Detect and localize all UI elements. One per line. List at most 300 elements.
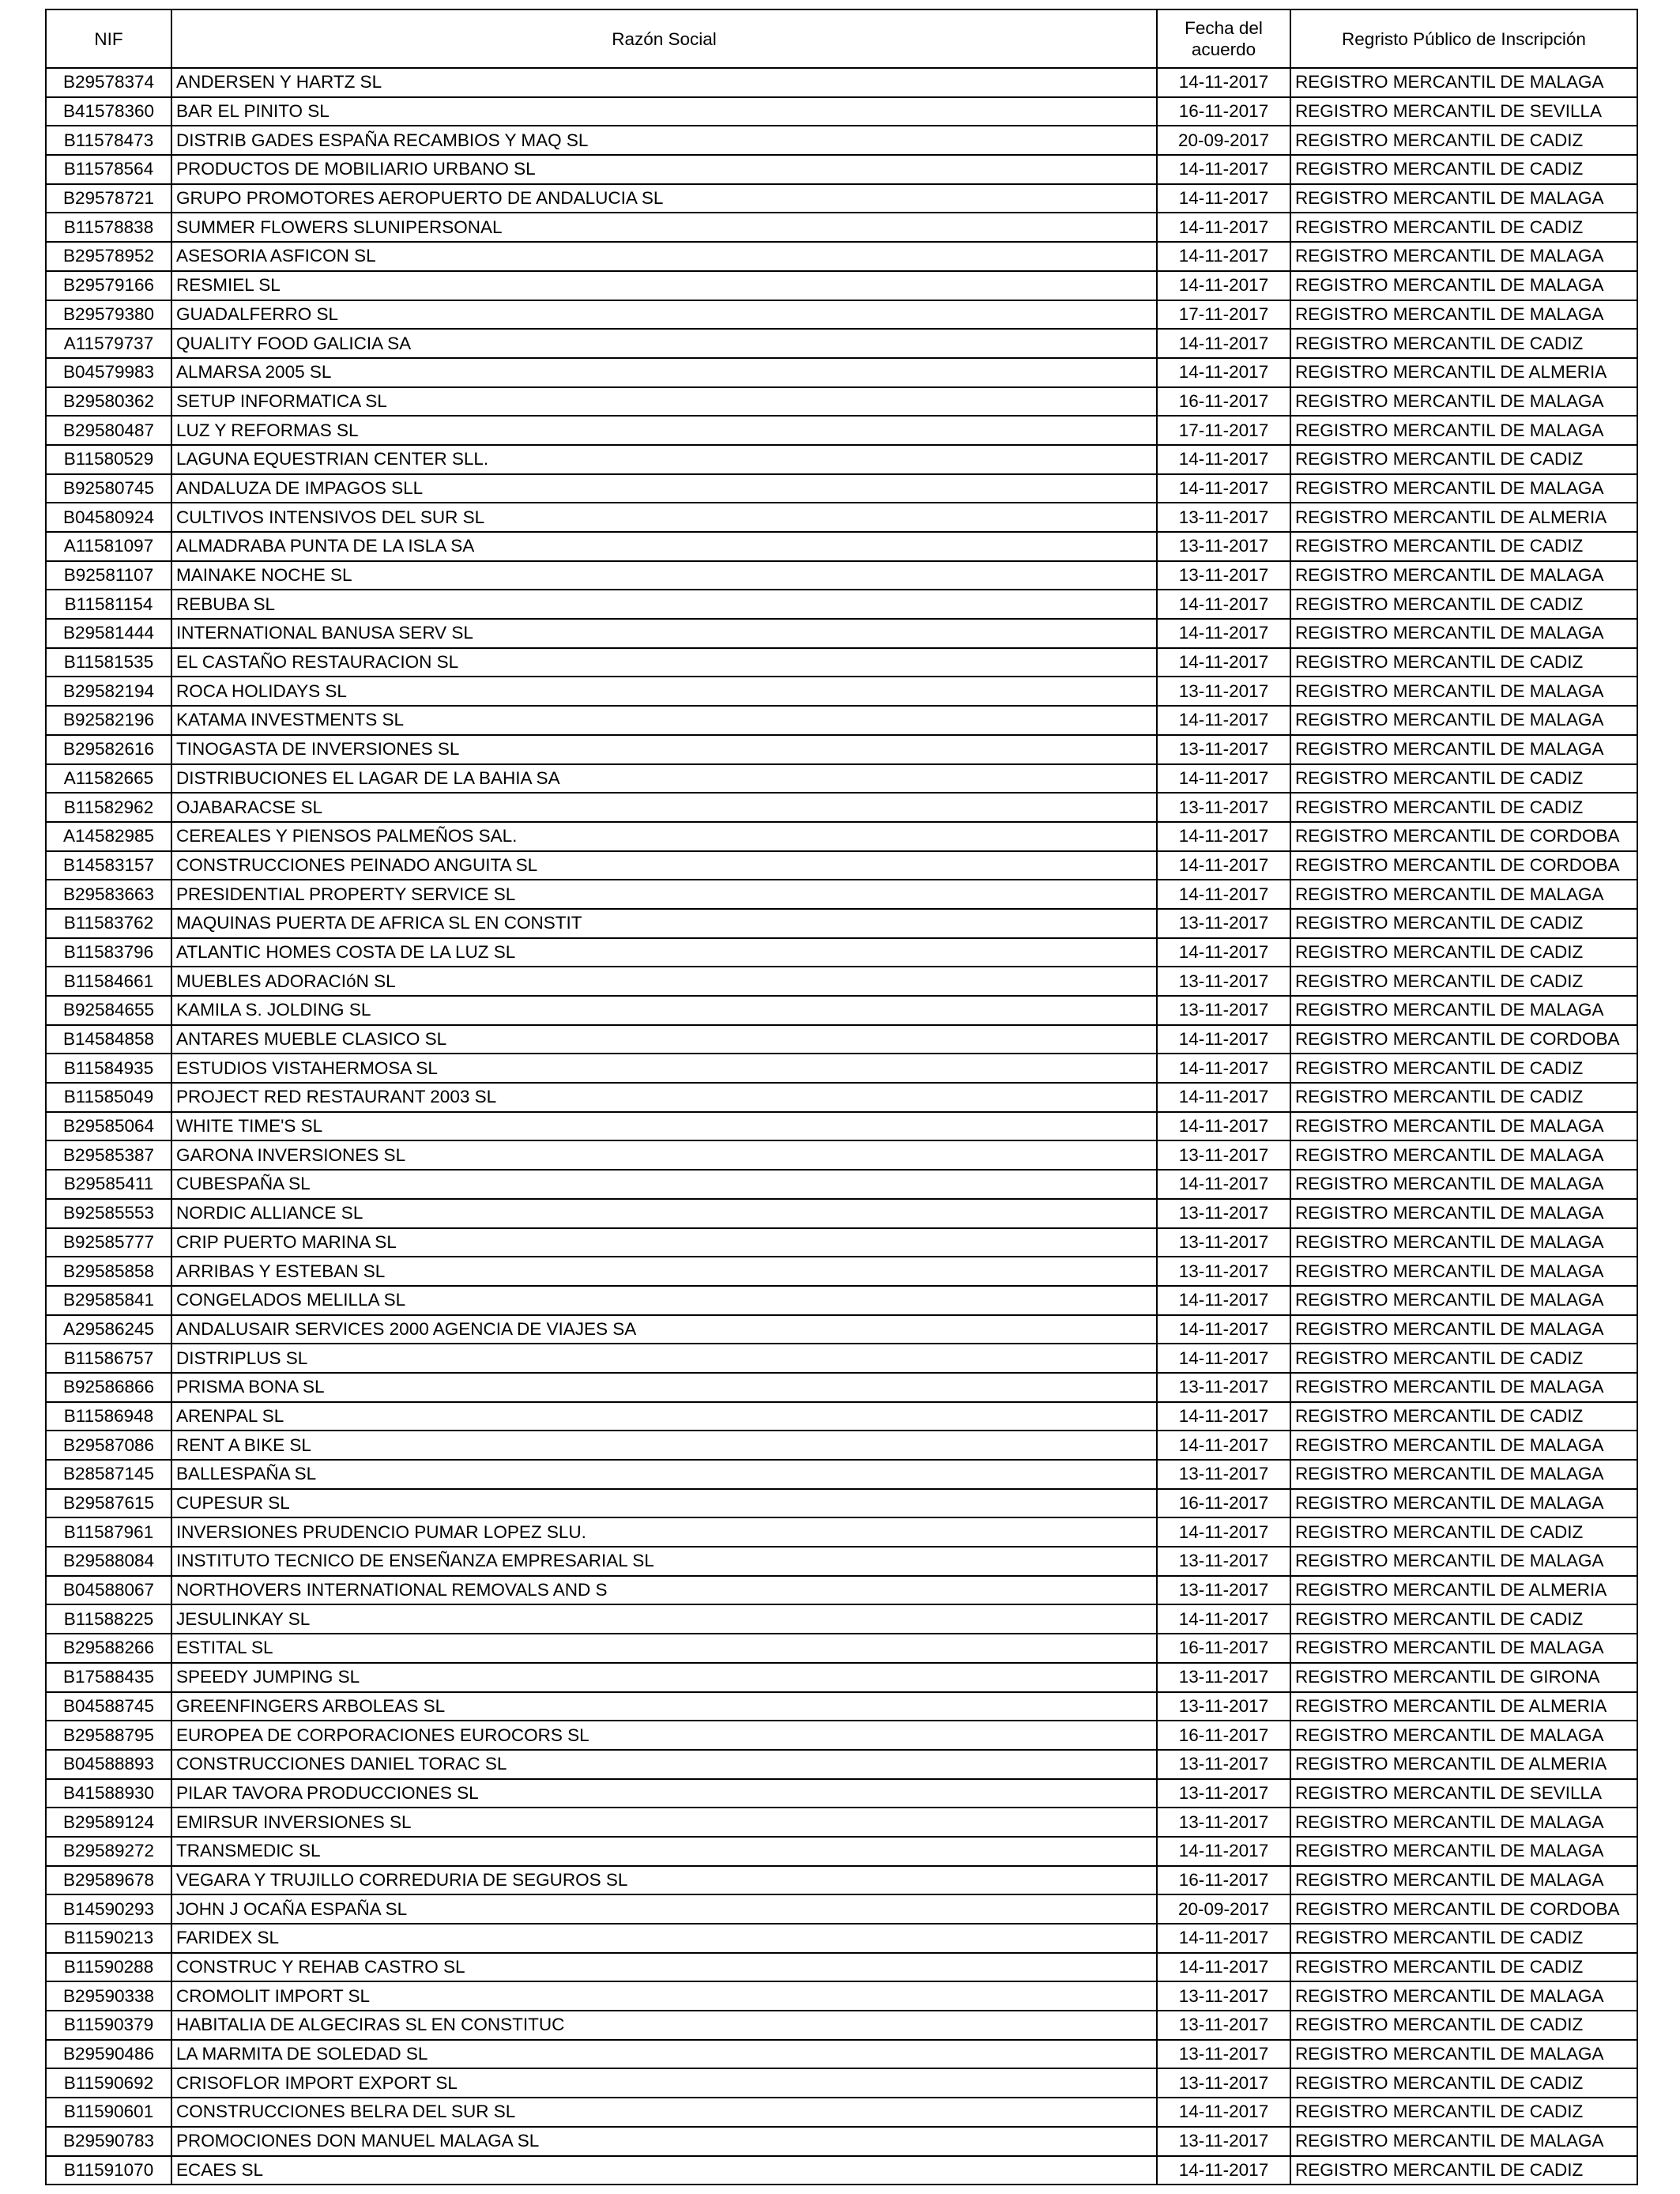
agreement-date-cell: 13-11-2017 xyxy=(1157,2011,1290,2040)
table-row xyxy=(46,1894,1637,1924)
registry-cell: REGISTRO MERCANTIL DE MALAGA xyxy=(1290,677,1637,706)
table-row xyxy=(46,300,1637,330)
agreement-date-cell: 13-11-2017 xyxy=(1157,996,1290,1025)
registry-cell: REGISTRO MERCANTIL DE MALAGA xyxy=(1290,2127,1637,2156)
company-name-cell: INVERSIONES PRUDENCIO PUMAR LOPEZ SLU. xyxy=(171,1517,1157,1547)
table-row xyxy=(46,2156,1637,2185)
registry-cell: REGISTRO MERCANTIL DE MALAGA xyxy=(1290,68,1637,97)
company-name-cell: QUALITY FOOD GALICIA SA xyxy=(171,329,1157,358)
agreement-date-cell: 14-11-2017 xyxy=(1157,880,1290,909)
table-row xyxy=(46,1431,1637,1460)
company-name-cell: LUZ Y REFORMAS SL xyxy=(171,416,1157,445)
registry-cell: REGISTRO MERCANTIL DE MALAGA xyxy=(1290,706,1637,735)
table-row xyxy=(46,2011,1637,2040)
registry-cell: REGISTRO MERCANTIL DE MALAGA xyxy=(1290,561,1637,590)
table-row xyxy=(46,880,1637,909)
company-name-cell: JOHN J OCAÑA ESPAÑA SL xyxy=(171,1894,1157,1924)
registry-cell: REGISTRO MERCANTIL DE CADIZ xyxy=(1290,1953,1637,1982)
nif-cell: A29586245 xyxy=(46,1315,171,1344)
nif-cell: B29578374 xyxy=(46,68,171,97)
registry-cell: REGISTRO MERCANTIL DE MALAGA xyxy=(1290,1112,1637,1141)
nif-cell: B29589272 xyxy=(46,1837,171,1866)
table-row xyxy=(46,648,1637,677)
table-row xyxy=(46,1808,1637,1837)
registry-cell: REGISTRO MERCANTIL DE CADIZ xyxy=(1290,1402,1637,1431)
registry-cell: REGISTRO MERCANTIL DE CADIZ xyxy=(1290,2098,1637,2127)
agreement-date-cell: 13-11-2017 xyxy=(1157,1692,1290,1721)
registry-cell: REGISTRO MERCANTIL DE CADIZ xyxy=(1290,793,1637,822)
nif-cell: B11584661 xyxy=(46,967,171,996)
table-row xyxy=(46,2127,1637,2156)
registry-cell: REGISTRO MERCANTIL DE MALAGA xyxy=(1290,1170,1637,1199)
company-name-cell: PILAR TAVORA PRODUCCIONES SL xyxy=(171,1779,1157,1808)
company-name-cell: CONSTRUC Y REHAB CASTRO SL xyxy=(171,1953,1157,1982)
agreement-date-cell: 13-11-2017 xyxy=(1157,677,1290,706)
company-name-cell: PROMOCIONES DON MANUEL MALAGA SL xyxy=(171,2127,1157,2156)
company-name-cell: ANDALUSAIR SERVICES 2000 AGENCIA DE VIAJES SA xyxy=(171,1315,1157,1344)
table-row xyxy=(46,677,1637,706)
nif-cell: B29580487 xyxy=(46,416,171,445)
company-name-cell: OJABARACSE SL xyxy=(171,793,1157,822)
nif-cell: B29587615 xyxy=(46,1489,171,1518)
nif-cell: B11578564 xyxy=(46,155,171,184)
table-row xyxy=(46,213,1637,242)
table-row xyxy=(46,1866,1637,1895)
company-name-cell: TRANSMEDIC SL xyxy=(171,1837,1157,1866)
agreement-date-cell: 14-11-2017 xyxy=(1157,1837,1290,1866)
table-row xyxy=(46,619,1637,648)
agreement-date-cell: 14-11-2017 xyxy=(1157,1924,1290,1953)
agreement-date-cell: 14-11-2017 xyxy=(1157,1170,1290,1199)
agreement-date-cell: 14-11-2017 xyxy=(1157,271,1290,300)
registry-cell: REGISTRO MERCANTIL DE CADIZ xyxy=(1290,764,1637,794)
header-row xyxy=(46,9,1637,68)
agreement-date-cell: 13-11-2017 xyxy=(1157,1199,1290,1228)
agreement-date-cell: 14-11-2017 xyxy=(1157,329,1290,358)
nif-cell: B11578838 xyxy=(46,213,171,242)
agreement-date-cell: 14-11-2017 xyxy=(1157,445,1290,474)
company-name-cell: MUEBLES ADORACIóN SL xyxy=(171,967,1157,996)
agreement-date-cell: 13-11-2017 xyxy=(1157,909,1290,938)
table-row xyxy=(46,1083,1637,1112)
nif-cell: B29589678 xyxy=(46,1866,171,1895)
nif-cell: B11590692 xyxy=(46,2068,171,2098)
nif-cell: B11590288 xyxy=(46,1953,171,1982)
table-row xyxy=(46,1199,1637,1228)
table-row xyxy=(46,1344,1637,1373)
nif-cell: B29581444 xyxy=(46,619,171,648)
registry-cell: REGISTRO MERCANTIL DE MALAGA xyxy=(1290,474,1637,503)
agreement-date-cell: 17-11-2017 xyxy=(1157,416,1290,445)
agreement-date-cell: 14-11-2017 xyxy=(1157,1344,1290,1373)
nif-cell: B11590379 xyxy=(46,2011,171,2040)
registry-cell: REGISTRO MERCANTIL DE MALAGA xyxy=(1290,416,1637,445)
company-name-cell: INTERNATIONAL BANUSA SERV SL xyxy=(171,619,1157,648)
nif-cell: B11590601 xyxy=(46,2098,171,2127)
nif-cell: B14590293 xyxy=(46,1894,171,1924)
company-name-cell: ALMADRABA PUNTA DE LA ISLA SA xyxy=(171,532,1157,561)
company-name-cell: EL CASTAÑO RESTAURACION SL xyxy=(171,648,1157,677)
company-name-cell: ASESORIA ASFICON SL xyxy=(171,242,1157,271)
nif-cell: B11583796 xyxy=(46,938,171,967)
registry-cell: REGISTRO MERCANTIL DE MALAGA xyxy=(1290,1315,1637,1344)
nif-cell: B29583663 xyxy=(46,880,171,909)
company-name-cell: EUROPEA DE CORPORACIONES EUROCORS SL xyxy=(171,1721,1157,1750)
agreement-date-cell: 13-11-2017 xyxy=(1157,1460,1290,1489)
nif-cell: B11582962 xyxy=(46,793,171,822)
nif-cell: B17588435 xyxy=(46,1663,171,1692)
table-row xyxy=(46,1981,1637,2011)
header-nif: NIF xyxy=(46,9,171,68)
company-name-cell: ATLANTIC HOMES COSTA DE LA LUZ SL xyxy=(171,938,1157,967)
table-row xyxy=(46,764,1637,794)
registry-cell: REGISTRO MERCANTIL DE MALAGA xyxy=(1290,1634,1637,1663)
agreement-date-cell: 13-11-2017 xyxy=(1157,1808,1290,1837)
registry-cell: REGISTRO MERCANTIL DE MALAGA xyxy=(1290,1489,1637,1518)
registry-cell: REGISTRO MERCANTIL DE MALAGA xyxy=(1290,242,1637,271)
company-name-cell: DISTRIB GADES ESPAÑA RECAMBIOS Y MAQ SL xyxy=(171,126,1157,155)
table-row xyxy=(46,1373,1637,1402)
table-row xyxy=(46,909,1637,938)
agreement-date-cell: 14-11-2017 xyxy=(1157,1431,1290,1460)
nif-cell: B29585387 xyxy=(46,1140,171,1170)
registry-cell: REGISTRO MERCANTIL DE MALAGA xyxy=(1290,184,1637,213)
company-registry-table xyxy=(45,9,1638,2185)
registry-cell: REGISTRO MERCANTIL DE MALAGA xyxy=(1290,1808,1637,1837)
table-row xyxy=(46,358,1637,387)
company-name-cell: ANTARES MUEBLE CLASICO SL xyxy=(171,1025,1157,1054)
agreement-date-cell: 14-11-2017 xyxy=(1157,213,1290,242)
nif-cell: A11581097 xyxy=(46,532,171,561)
table-row xyxy=(46,416,1637,445)
table-row xyxy=(46,1489,1637,1518)
agreement-date-cell: 14-11-2017 xyxy=(1157,1315,1290,1344)
nif-cell: B29578721 xyxy=(46,184,171,213)
registry-cell: REGISTRO MERCANTIL DE ALMERIA xyxy=(1290,1692,1637,1721)
table-row xyxy=(46,1663,1637,1692)
registry-cell: REGISTRO MERCANTIL DE MALAGA xyxy=(1290,1140,1637,1170)
registry-cell: REGISTRO MERCANTIL DE GIRONA xyxy=(1290,1663,1637,1692)
registry-cell: REGISTRO MERCANTIL DE CORDOBA xyxy=(1290,851,1637,880)
registry-cell: REGISTRO MERCANTIL DE SEVILLA xyxy=(1290,97,1637,126)
registry-cell: REGISTRO MERCANTIL DE CADIZ xyxy=(1290,329,1637,358)
agreement-date-cell: 13-11-2017 xyxy=(1157,2040,1290,2069)
registry-cell: REGISTRO MERCANTIL DE MALAGA xyxy=(1290,1866,1637,1895)
agreement-date-cell: 14-11-2017 xyxy=(1157,2156,1290,2185)
company-name-cell: PRESIDENTIAL PROPERTY SERVICE SL xyxy=(171,880,1157,909)
table-row xyxy=(46,184,1637,213)
nif-cell: B11578473 xyxy=(46,126,171,155)
registry-cell: REGISTRO MERCANTIL DE CADIZ xyxy=(1290,1083,1637,1112)
agreement-date-cell: 14-11-2017 xyxy=(1157,184,1290,213)
table-row xyxy=(46,1924,1637,1953)
company-name-cell: SETUP INFORMATICA SL xyxy=(171,387,1157,417)
agreement-date-cell: 14-11-2017 xyxy=(1157,1083,1290,1112)
agreement-date-cell: 14-11-2017 xyxy=(1157,1604,1290,1634)
nif-cell: B11587961 xyxy=(46,1517,171,1547)
nif-cell: B11584935 xyxy=(46,1054,171,1083)
registry-cell: REGISTRO MERCANTIL DE SEVILLA xyxy=(1290,1779,1637,1808)
registry-cell: REGISTRO MERCANTIL DE MALAGA xyxy=(1290,1547,1637,1576)
company-name-cell: BAR EL PINITO SL xyxy=(171,97,1157,126)
nif-cell: B29585858 xyxy=(46,1257,171,1286)
nif-cell: B41588930 xyxy=(46,1779,171,1808)
registry-cell: REGISTRO MERCANTIL DE CADIZ xyxy=(1290,126,1637,155)
agreement-date-cell: 13-11-2017 xyxy=(1157,1663,1290,1692)
nif-cell: B92586866 xyxy=(46,1373,171,1402)
company-name-cell: ANDALUZA DE IMPAGOS SLL xyxy=(171,474,1157,503)
agreement-date-cell: 17-11-2017 xyxy=(1157,300,1290,330)
table-row xyxy=(46,1170,1637,1199)
registry-cell: REGISTRO MERCANTIL DE MALAGA xyxy=(1290,619,1637,648)
agreement-date-cell: 16-11-2017 xyxy=(1157,1721,1290,1750)
nif-cell: B29590338 xyxy=(46,1981,171,2011)
agreement-date-cell: 13-11-2017 xyxy=(1157,1373,1290,1402)
registry-cell: REGISTRO MERCANTIL DE CADIZ xyxy=(1290,155,1637,184)
table-row xyxy=(46,1257,1637,1286)
registry-cell: REGISTRO MERCANTIL DE CADIZ xyxy=(1290,532,1637,561)
table-row xyxy=(46,1750,1637,1779)
company-name-cell: DISTRIPLUS SL xyxy=(171,1344,1157,1373)
company-name-cell: PROJECT RED RESTAURANT 2003 SL xyxy=(171,1083,1157,1112)
table-row xyxy=(46,271,1637,300)
nif-cell: B11586757 xyxy=(46,1344,171,1373)
nif-cell: B11583762 xyxy=(46,909,171,938)
company-name-cell: ECAES SL xyxy=(171,2156,1157,2185)
nif-cell: B92584655 xyxy=(46,996,171,1025)
registry-cell: REGISTRO MERCANTIL DE MALAGA xyxy=(1290,387,1637,417)
agreement-date-cell: 14-11-2017 xyxy=(1157,1025,1290,1054)
table-row xyxy=(46,851,1637,880)
agreement-date-cell: 14-11-2017 xyxy=(1157,242,1290,271)
agreement-date-cell: 13-11-2017 xyxy=(1157,735,1290,764)
registry-cell: REGISTRO MERCANTIL DE MALAGA xyxy=(1290,1460,1637,1489)
agreement-date-cell: 14-11-2017 xyxy=(1157,1402,1290,1431)
table-row xyxy=(46,1402,1637,1431)
nif-cell: B29585064 xyxy=(46,1112,171,1141)
nif-cell: B92581107 xyxy=(46,561,171,590)
company-name-cell: MAQUINAS PUERTA DE AFRICA SL EN CONSTIT xyxy=(171,909,1157,938)
agreement-date-cell: 13-11-2017 xyxy=(1157,1779,1290,1808)
table-row xyxy=(46,561,1637,590)
company-name-cell: JESULINKAY SL xyxy=(171,1604,1157,1634)
table-row xyxy=(46,735,1637,764)
agreement-date-cell: 16-11-2017 xyxy=(1157,1866,1290,1895)
nif-cell: B29588266 xyxy=(46,1634,171,1663)
company-name-cell: GREENFINGERS ARBOLEAS SL xyxy=(171,1692,1157,1721)
table-row xyxy=(46,387,1637,417)
nif-cell: B29589124 xyxy=(46,1808,171,1837)
registry-sheet xyxy=(45,9,1638,2185)
company-name-cell: HABITALIA DE ALGECIRAS SL EN CONSTITUC xyxy=(171,2011,1157,2040)
agreement-date-cell: 14-11-2017 xyxy=(1157,358,1290,387)
agreement-date-cell: 16-11-2017 xyxy=(1157,97,1290,126)
nif-cell: B29585841 xyxy=(46,1286,171,1315)
table-row xyxy=(46,1228,1637,1257)
company-name-cell: ALMARSA 2005 SL xyxy=(171,358,1157,387)
company-name-cell: CUPESUR SL xyxy=(171,1489,1157,1518)
table-row xyxy=(46,793,1637,822)
agreement-date-cell: 13-11-2017 xyxy=(1157,1140,1290,1170)
registry-cell: REGISTRO MERCANTIL DE ALMERIA xyxy=(1290,358,1637,387)
agreement-date-cell: 14-11-2017 xyxy=(1157,1112,1290,1141)
nif-cell: B29579380 xyxy=(46,300,171,330)
registry-cell: REGISTRO MERCANTIL DE CADIZ xyxy=(1290,967,1637,996)
company-name-cell: GARONA INVERSIONES SL xyxy=(171,1140,1157,1170)
company-name-cell: CROMOLIT IMPORT SL xyxy=(171,1981,1157,2011)
nif-cell: B29587086 xyxy=(46,1431,171,1460)
nif-cell: B04588745 xyxy=(46,1692,171,1721)
agreement-date-cell: 14-11-2017 xyxy=(1157,619,1290,648)
agreement-date-cell: 14-11-2017 xyxy=(1157,851,1290,880)
agreement-date-cell: 14-11-2017 xyxy=(1157,1054,1290,1083)
nif-cell: A11582665 xyxy=(46,764,171,794)
nif-cell: B29588084 xyxy=(46,1547,171,1576)
agreement-date-cell: 14-11-2017 xyxy=(1157,706,1290,735)
table-row xyxy=(46,1692,1637,1721)
table-row xyxy=(46,1634,1637,1663)
table-body xyxy=(46,68,1637,2185)
company-name-cell: PRODUCTOS DE MOBILIARIO URBANO SL xyxy=(171,155,1157,184)
nif-cell: B29590486 xyxy=(46,2040,171,2069)
nif-cell: B11591070 xyxy=(46,2156,171,2185)
nif-cell: B11580529 xyxy=(46,445,171,474)
table-row xyxy=(46,1112,1637,1141)
registry-cell: REGISTRO MERCANTIL DE CADIZ xyxy=(1290,1924,1637,1953)
registry-cell: REGISTRO MERCANTIL DE ALMERIA xyxy=(1290,1576,1637,1605)
table-row xyxy=(46,126,1637,155)
company-name-cell: WHITE TIME'S SL xyxy=(171,1112,1157,1141)
agreement-date-cell: 14-11-2017 xyxy=(1157,2098,1290,2127)
table-row xyxy=(46,1721,1637,1750)
table-row xyxy=(46,242,1637,271)
registry-cell: REGISTRO MERCANTIL DE MALAGA xyxy=(1290,1228,1637,1257)
company-name-cell: CRISOFLOR IMPORT EXPORT SL xyxy=(171,2068,1157,2098)
agreement-date-cell: 13-11-2017 xyxy=(1157,1576,1290,1605)
nif-cell: A14582985 xyxy=(46,822,171,851)
registry-cell: REGISTRO MERCANTIL DE CADIZ xyxy=(1290,1604,1637,1634)
company-name-cell: GRUPO PROMOTORES AEROPUERTO DE ANDALUCIA SL xyxy=(171,184,1157,213)
table-row xyxy=(46,706,1637,735)
nif-cell: B92580745 xyxy=(46,474,171,503)
agreement-date-cell: 14-11-2017 xyxy=(1157,938,1290,967)
agreement-date-cell: 14-11-2017 xyxy=(1157,648,1290,677)
table-row xyxy=(46,967,1637,996)
company-name-cell: CONGELADOS MELILLA SL xyxy=(171,1286,1157,1315)
registry-cell: REGISTRO MERCANTIL DE CADIZ xyxy=(1290,213,1637,242)
nif-cell: A11579737 xyxy=(46,329,171,358)
registry-cell: REGISTRO MERCANTIL DE MALAGA xyxy=(1290,1431,1637,1460)
header-company-name: Razón Social xyxy=(171,9,1157,68)
company-name-cell: PRISMA BONA SL xyxy=(171,1373,1157,1402)
company-name-cell: ARRIBAS Y ESTEBAN SL xyxy=(171,1257,1157,1286)
table-row xyxy=(46,1140,1637,1170)
header-registry: Regristo Público de Inscripción xyxy=(1290,9,1637,68)
agreement-date-cell: 13-11-2017 xyxy=(1157,1257,1290,1286)
agreement-date-cell: 13-11-2017 xyxy=(1157,1750,1290,1779)
company-name-cell: CULTIVOS INTENSIVOS DEL SUR SL xyxy=(171,503,1157,532)
registry-cell: REGISTRO MERCANTIL DE MALAGA xyxy=(1290,1286,1637,1315)
company-name-cell: INSTITUTO TECNICO DE ENSEÑANZA EMPRESARIAL SL xyxy=(171,1547,1157,1576)
registry-cell: REGISTRO MERCANTIL DE CADIZ xyxy=(1290,938,1637,967)
registry-cell: REGISTRO MERCANTIL DE CADIZ xyxy=(1290,909,1637,938)
registry-cell: REGISTRO MERCANTIL DE CORDOBA xyxy=(1290,1894,1637,1924)
registry-cell: REGISTRO MERCANTIL DE CORDOBA xyxy=(1290,1025,1637,1054)
nif-cell: B04588067 xyxy=(46,1576,171,1605)
table-row xyxy=(46,155,1637,184)
agreement-date-cell: 14-11-2017 xyxy=(1157,1286,1290,1315)
agreement-date-cell: 16-11-2017 xyxy=(1157,1489,1290,1518)
registry-cell: REGISTRO MERCANTIL DE CADIZ xyxy=(1290,1344,1637,1373)
nif-cell: B41578360 xyxy=(46,97,171,126)
nif-cell: B04579983 xyxy=(46,358,171,387)
nif-cell: B04588893 xyxy=(46,1750,171,1779)
agreement-date-cell: 13-11-2017 xyxy=(1157,1547,1290,1576)
table-row xyxy=(46,329,1637,358)
nif-cell: B92585553 xyxy=(46,1199,171,1228)
company-name-cell: EMIRSUR INVERSIONES SL xyxy=(171,1808,1157,1837)
nif-cell: B29585411 xyxy=(46,1170,171,1199)
registry-cell: REGISTRO MERCANTIL DE ALMERIA xyxy=(1290,1750,1637,1779)
registry-cell: REGISTRO MERCANTIL DE MALAGA xyxy=(1290,271,1637,300)
table-row xyxy=(46,1604,1637,1634)
table-row xyxy=(46,1315,1637,1344)
nif-cell: B92585777 xyxy=(46,1228,171,1257)
company-name-cell: REBUBA SL xyxy=(171,590,1157,619)
company-name-cell: CRIP PUERTO MARINA SL xyxy=(171,1228,1157,1257)
company-name-cell: NORDIC ALLIANCE SL xyxy=(171,1199,1157,1228)
header-agreement-date: Fecha del acuerdo xyxy=(1157,9,1290,68)
nif-cell: B11581535 xyxy=(46,648,171,677)
company-name-cell: DISTRIBUCIONES EL LAGAR DE LA BAHIA SA xyxy=(171,764,1157,794)
company-name-cell: ARENPAL SL xyxy=(171,1402,1157,1431)
company-name-cell: CONSTRUCCIONES PEINADO ANGUITA SL xyxy=(171,851,1157,880)
agreement-date-cell: 16-11-2017 xyxy=(1157,387,1290,417)
company-name-cell: LA MARMITA DE SOLEDAD SL xyxy=(171,2040,1157,2069)
table-row xyxy=(46,1517,1637,1547)
table-row xyxy=(46,1953,1637,1982)
nif-cell: B29588795 xyxy=(46,1721,171,1750)
agreement-date-cell: 14-11-2017 xyxy=(1157,764,1290,794)
table-row xyxy=(46,1460,1637,1489)
nif-cell: B29590783 xyxy=(46,2127,171,2156)
nif-cell: B14584858 xyxy=(46,1025,171,1054)
nif-cell: B11586948 xyxy=(46,1402,171,1431)
registry-cell: REGISTRO MERCANTIL DE ALMERIA xyxy=(1290,503,1637,532)
table-row xyxy=(46,532,1637,561)
company-name-cell: CONSTRUCCIONES DANIEL TORAC SL xyxy=(171,1750,1157,1779)
agreement-date-cell: 13-11-2017 xyxy=(1157,561,1290,590)
registry-cell: REGISTRO MERCANTIL DE MALAGA xyxy=(1290,2040,1637,2069)
agreement-date-cell: 14-11-2017 xyxy=(1157,1953,1290,1982)
company-name-cell: ROCA HOLIDAYS SL xyxy=(171,677,1157,706)
agreement-date-cell: 20-09-2017 xyxy=(1157,126,1290,155)
agreement-date-cell: 14-11-2017 xyxy=(1157,155,1290,184)
registry-cell: REGISTRO MERCANTIL DE CORDOBA xyxy=(1290,822,1637,851)
table-row xyxy=(46,822,1637,851)
agreement-date-cell: 13-11-2017 xyxy=(1157,793,1290,822)
table-row xyxy=(46,996,1637,1025)
company-name-cell: NORTHOVERS INTERNATIONAL REMOVALS AND S xyxy=(171,1576,1157,1605)
table-row xyxy=(46,97,1637,126)
registry-cell: REGISTRO MERCANTIL DE CADIZ xyxy=(1290,445,1637,474)
registry-cell: REGISTRO MERCANTIL DE CADIZ xyxy=(1290,2011,1637,2040)
nif-cell: B29578952 xyxy=(46,242,171,271)
agreement-date-cell: 16-11-2017 xyxy=(1157,1634,1290,1663)
company-name-cell: MAINAKE NOCHE SL xyxy=(171,561,1157,590)
registry-cell: REGISTRO MERCANTIL DE CADIZ xyxy=(1290,590,1637,619)
company-name-cell: SPEEDY JUMPING SL xyxy=(171,1663,1157,1692)
